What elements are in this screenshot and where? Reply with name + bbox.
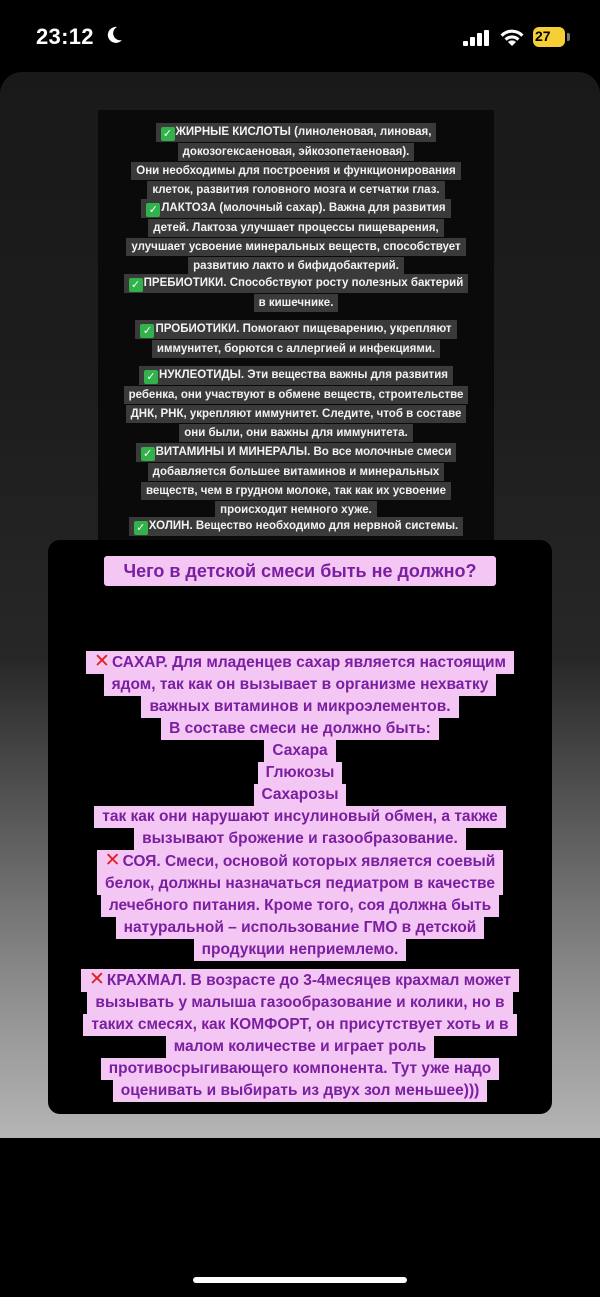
cross-icon: ✕ [88, 969, 105, 990]
lactose-item: ✓ ЛАКТОЗА (молочный сахар). Важна для развития детей. Лактоза улучшает процессы пищеварения, улучшает усвоение минеральных веществ, способствует развитию лакто и бифидобактерий. [98, 198, 494, 275]
prebiotics-item: ✓ ПРЕБИОТИКИ. Способствуют росту полезных бактерий в кишечнике. [98, 273, 494, 312]
cross-icon: ✕ [94, 651, 110, 672]
soy-paragraph: ✕ СОЯ. Смеси, основой которых является соевый белок, должны назначаться педиатром в качестве лечебного питания. Кроме того, соя должна быть натуральной – использование ГМО в детской продукции неприемлемо. [48, 850, 552, 961]
home-indicator[interactable] [193, 1277, 407, 1283]
nucleotides-item: ✓ НУКЛЕОТИДЫ. Эти вещества важны для развития ребенка, они участвуют в обмене веществ, строительстве ДНК, РНК, укрепляют иммунитет. Следите, чтоб в составе они были, они важны для иммунитета. [98, 365, 494, 442]
check-icon: ✓ [144, 370, 158, 384]
upper-screenshot-card [98, 110, 494, 580]
check-icon: ✓ [129, 278, 143, 292]
starch-paragraph: ✕ КРАХМАЛ. В возрасте до 3-4месяцев крахмал может вызывать у малыша газообразование и колики, но в таких смесях, как КОМФОРТ, он присутствует хоть и в малом количестве и играет роль противосрыгивающего компонента. Тут уже надо оценивать и выбирать из двух зол меньшее))) [48, 969, 552, 1102]
vitamins-minerals-item: ✓ ВИТАМИНЫ И МИНЕРАЛЫ. Во все молочные смеси добавляется большее витаминов и минеральных веществ, чем в грудном молоке, так как их усвоение происходит немного хуже. [98, 442, 494, 519]
check-icon: ✓ [146, 203, 160, 217]
clock: 23:12 [36, 24, 94, 49]
battery-level: 27 [535, 28, 551, 44]
cross-icon: ✕ [104, 850, 121, 871]
wifi-icon [499, 27, 525, 47]
battery-icon [533, 27, 569, 47]
check-icon: ✓ [141, 447, 155, 461]
check-icon: ✓ [134, 521, 148, 535]
section-heading: Чего в детской смеси быть не должно? [104, 556, 496, 586]
status-bar [0, 0, 600, 72]
check-icon: ✓ [161, 127, 175, 141]
do-not-disturb-moon-icon [104, 25, 124, 45]
check-icon: ✓ [140, 324, 154, 338]
cellular-signal-icon [463, 30, 491, 46]
sugar-paragraph: ✕ САХАР. Для младенцев сахар является настоящим ядом, так как он вызывает в организме нехватку важных витаминов и микроэлементов. В составе смеси не должно быть: Сахара Глюкозы Сахарозы так как они нарушают инсулиновый обмен, а также вызывают брожение и газообразование. [48, 651, 552, 850]
probiotics-item: ✓ ПРОБИОТИКИ. Помогают пищеварению, укрепляют иммунитет, борются с аллергией и инфекциями. [98, 319, 494, 358]
choline-item: ✓ ХОЛИН. Вещество необходимо для нервной системы. [98, 516, 494, 536]
fatty-acids-item: ✓ ЖИРНЫЕ КИСЛОТЫ (линоленовая, линовая, докозогексаеновая, эйкозопетаеновая). Они необходимы для построения и функционирования клеток, развития головного мозга и сетчатки глаз. [98, 122, 494, 199]
